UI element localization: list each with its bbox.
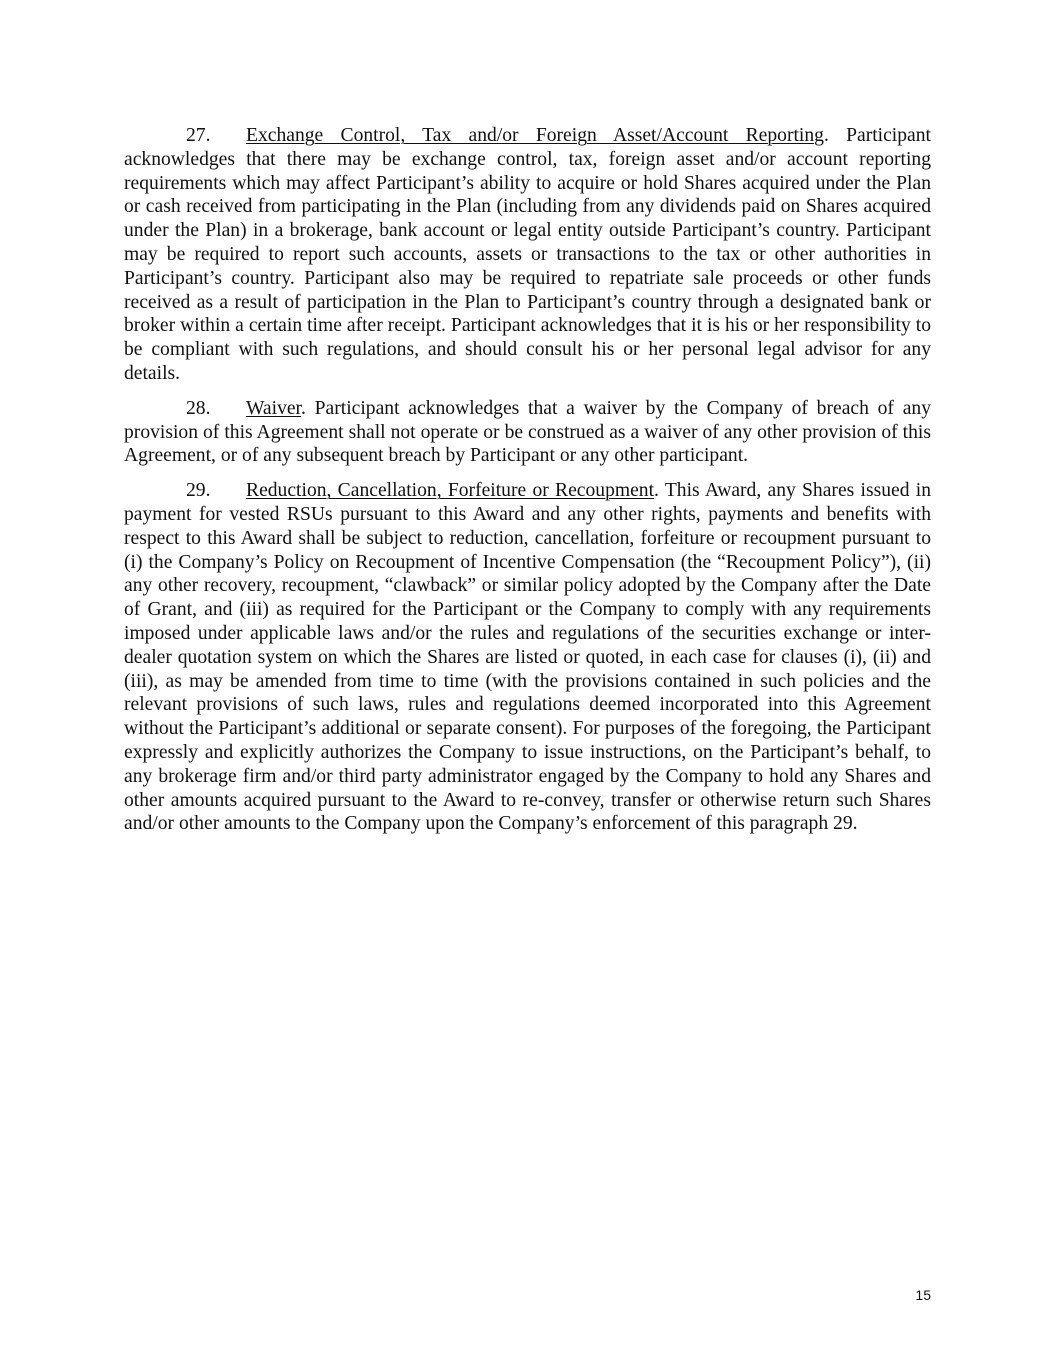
page-number: 15 <box>915 1287 931 1303</box>
section-heading: Reduction, Cancellation, Forfeiture or Recoupment <box>246 480 655 502</box>
section-text: . Participant acknowledges that a waiver by the Company of breach of any provision of this Agreement shall not operate or be construed as a waiver of any other provision of this Agreement, or of any subsequent breach by Participant or any other participant. <box>124 397 931 467</box>
section-heading: Exchange Control, Tax and/or Foreign Asset/Account Reporting <box>246 125 824 146</box>
section-number: 29. <box>186 480 211 502</box>
section-heading: Waiver <box>246 397 302 419</box>
document-body <box>124 124 931 847</box>
section-number: 27. <box>186 125 211 146</box>
section-29 <box>124 479 931 836</box>
section-28 <box>124 397 931 468</box>
section-text: . This Award, any Shares issued in payment for vested RSUs pursuant to this Award and any other rights, payments and benefits with respect to this Award shall be subject to reduction, cancellation, forfeiture or recoupment pursuant to (i) the Company’s Policy on Recoupment of Incentive Compensation (the “Recoupment Policy”), (ii) any other recovery, recoupment, “clawback” or similar policy adopted by the Company after the Date of Grant, and (iii) as required for the Participant or the Company to comply with any requirements imposed under applicable laws and/or the rules and regulations of the securities exchange or inter-dealer quotation system on which the Shares are listed or quoted, in each case for clauses (i), (ii) and (iii), as may be amended from time to time (with the provisions contained in such policies and the relevant provisions of such laws, rules and regulations deemed incorporated into this Agreement without the Participant’s additional or separate consent). For purposes of the foregoing, the Participant expressly and explicitly authorizes the Company to issue instructions, on the Participant’s behalf, to any brokerage firm and/or third party administrator engaged by the Company to hold any Shares and other amounts acquired pursuant to the Award to re-convey, transfer or otherwise return such Shares and/or other amounts to the Company upon the Company’s enforcement of this paragraph 29. <box>124 480 931 835</box>
section-27 <box>124 124 931 386</box>
section-number: 28. <box>186 397 211 419</box>
section-text: . Participant acknowledges that there may be exchange control, tax, foreign asset and/or account reporting requirements which may affect Participant’s ability to acquire or hold Shares acquired under the Plan or cash received from participating in the Plan (including from any dividends paid on Shares acquired under the Plan) in a brokerage, bank account or legal entity outside Participant’s country. Participant may be required to report such accounts, assets or transactions to the tax or other authorities in Participant’s country. Participant also may be required to repatriate sale proceeds or other funds received as a result of participation in the Plan to Participant’s country through a designated bank or broker within a certain time after receipt. Participant acknowledges that it is his or her responsibility to be compliant with such regulations, and should consult his or her personal legal advisor for any details. <box>124 125 931 384</box>
